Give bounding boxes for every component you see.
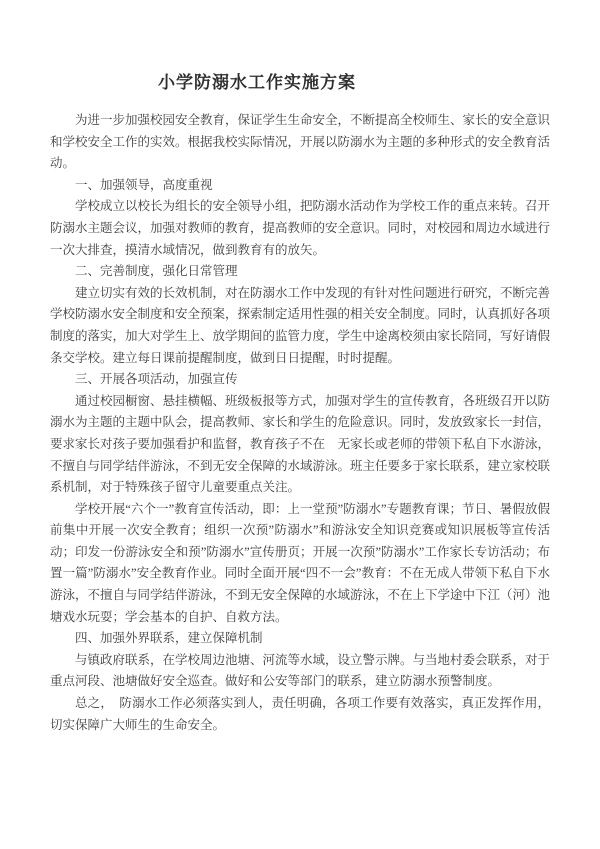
section-1-heading: 一、加强领导，高度重视 (75, 177, 213, 192)
section-2-heading: 二、完善制度，强化日常管理 (75, 264, 238, 279)
section-4-paragraph: 与镇政府联系，在学校周边池塘、河流等水域，设立警示牌。与当地村委会联系，对于重点河段、池塘做好安全巡查。做好和公安等部门的联系，建立防溺水预警制度。 (50, 652, 551, 689)
section-1-paragraph: 学校成立以校长为组长的安全领导小组，把防溺水活动作为学校工作的重点来转。召开防溺水主题会议，加强对教师的教育，提高教师的安全意识。同时，对校园和周边水域进行一次大排查，摸清水域情况，做到教育有的放矢。 (50, 199, 551, 257)
section-3-heading: 三、开展各项活动，加强宣传 (75, 372, 238, 387)
document-body (50, 110, 550, 736)
section-3-paragraph-2: 学校开展“六个一”教育宣传活动，即：上一堂预”防溺水”专题教育课；节日、暑假放假前集中开展一次安全教育；组织一次预”防溺水”和游泳安全知识竞赛或知识展板等宣传活动；印发一份游泳安全和预”防溺水”宣传册页；开展一次预”防溺水”工作家长专访活动；布置一篇”防溺水”安全教育作业。同时全面开展“四不一会”教育：不在无成人带领下私自下水游泳，不擅自与同学结伴游泳，不到无安全保障的水域游泳，不在上下学途中下江（河）池塘戏水玩耍；学会基本的自护、自救方法。 (50, 501, 551, 624)
section-3-paragraph-1: 通过校园橱窗、悬挂横幅、班级板报等方式，加强对学生的宣传教育，各班级召开以防溺水为主题的主题中队会，提高教师、家长和学生的危险意识。同时，发放致家长一封信，要求家长对孩子要加强看护和监督，教育孩子不在 无家长或老师的带领下私自下水游泳，不擅自与同学结伴游泳，不到无安全保障的水域游泳。班主任要多于家长联系，建立家校联系机制，对于特殊孩子留守儿童要重点关注。 (50, 393, 551, 495)
section-2-paragraph: 建立切实有效的长效机制，对在防溺水工作中发现的有针对性问题进行研究，不断完善学校防溺水安全制度和安全预案，探索制定适用性强的相关安全制度。同时，认真抓好各项制度的落实，加大对学生上、放学期间的监管力度，学生中途离校须由家长陪同，写好请假条交学校。建立每日课前提醒制度，做到日日提醒，时时提醒。 (50, 285, 551, 365)
document-title: 小学防溺水工作实施方案 (158, 73, 356, 92)
section-4-heading: 四、加强外界联系，建立保障机制 (75, 631, 263, 646)
conclusion-paragraph: 总之， 防溺水工作必须落实到人，责任明确，各项工作要有效落实，真正发挥作用，切实保障广大师生的生命安全。 (50, 696, 550, 732)
intro-paragraph: 为进一步加强校园安全教育，保证学生生命安全，不断提高全校师生、家长的安全意识和学校安全工作的实效。根据我校实际情况，开展以防溺水为主题的多种形式的安全教育活动。 (50, 113, 551, 171)
